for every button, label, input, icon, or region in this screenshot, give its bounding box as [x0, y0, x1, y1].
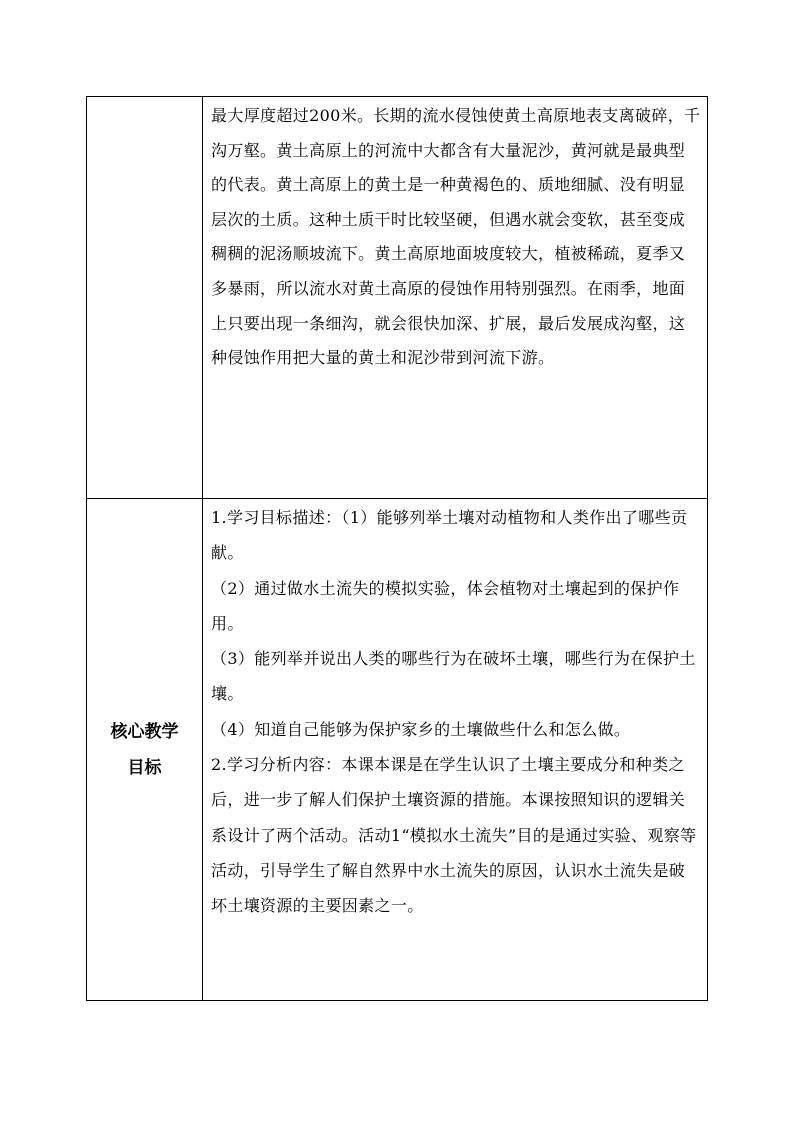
analysis-paragraph: 2.学习分析内容：本课本课是在学生认识了土壤主要成分和种类之后，进一步了解人们保护土壤资源的措施。本课按照知识的逻辑关系设计了两个活动。活动1“模拟水土流失”目的是通过实验、观察等活动，引导学生了解自然界中水土流失的原因，认识水土流失是破坏土壤资源的主要因素之一。: [211, 755, 697, 916]
objective-paragraph: （2）通过做水土流失的模拟实验，体会植物对土壤起到的保护作用。: [211, 578, 680, 633]
row-label-cell: [87, 499, 203, 1001]
table-row: [87, 499, 708, 1001]
row-label-line: 核心教学: [110, 721, 179, 742]
row-label-line: 目标: [127, 757, 162, 778]
table-row: [87, 97, 708, 499]
row-label-cell: [87, 97, 203, 499]
row-content-cell: [203, 97, 708, 499]
objective-paragraph: 1.学习目标描述：（1）能够列举土壤对动植物和人类作出了哪些贡献。: [211, 508, 688, 563]
lesson-plan-table: [86, 96, 708, 1001]
objective-paragraph: （4）知道自己能够为保护家乡的土壤做些什么和怎么做。: [211, 719, 631, 739]
content-paragraph: 最大厚度超过200米。长期的流水侵蚀使黄土高原地表支离破碎，千沟万壑。黄土高原上的河流中大都含有大量泥沙，黄河就是最典型的代表。黄土高原上的黄土是一种黄褐色的、质地细腻、没有明显层次的土质。这种土质干时比较坚硬，但遇水就会变软，甚至变成稠稠的泥汤顺坡流下。黄土高原地面坡度较大，植被稀疏，夏季又多暴雨，所以流水对黄土高原的侵蚀作用特别强烈。在雨季，地面上只要出现一条细沟，就会很快加深、扩展，最后发展成沟壑，这种侵蚀作用把大量的黄土和泥沙带到河流下游。: [211, 106, 701, 368]
objective-paragraph: （3）能列举并说出人类的哪些行为在破坏土壤，哪些行为在保护土壤。: [211, 649, 696, 704]
row-content-cell: [203, 499, 708, 1001]
